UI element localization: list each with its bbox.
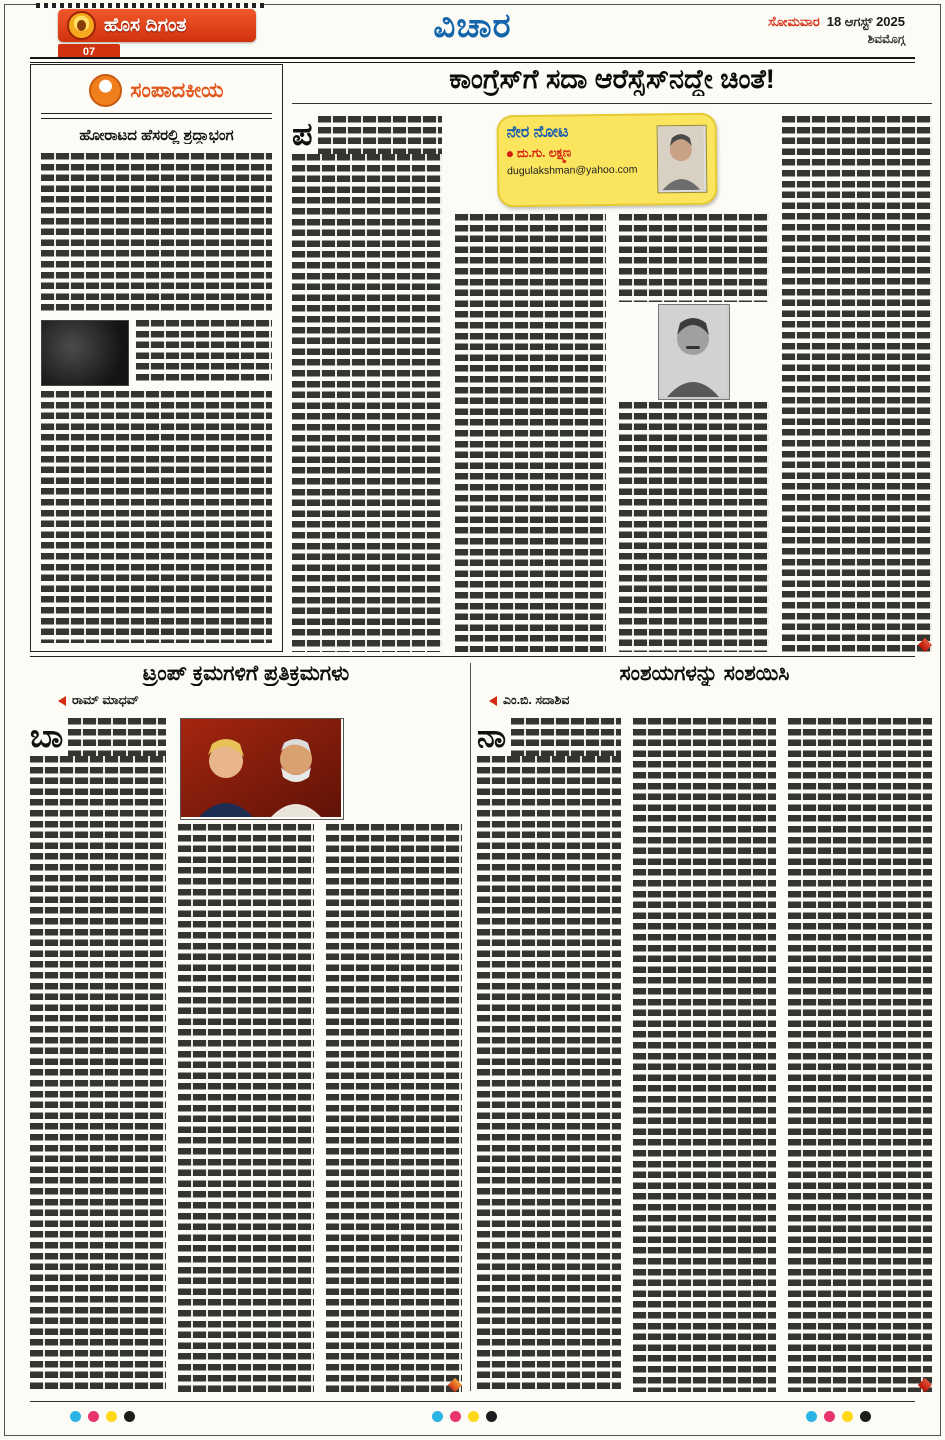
body-text [619,214,769,302]
bullet-icon [507,151,513,157]
registration-dots-left [70,1411,135,1422]
yellow-dot-icon [106,1411,117,1422]
body-text [30,756,166,1392]
magenta-dot-icon [88,1411,99,1422]
article-trump-headline: ಟ್ರಂಪ್ ಕ್ರಮಗಳಿಗೆ ಪ್ರತಿಕ್ರಮಗಳು [142,662,350,685]
column-name: ನೇರ ನೋಟ [506,123,569,142]
editorial-emblem-icon [89,74,122,107]
masthead-title: ಹೊಸ ದಿಗಂತ [104,14,187,36]
body-text [619,402,769,652]
trump-col-1 [30,718,166,1392]
article-doubt-columns [477,718,932,1392]
editorial-header [41,73,272,113]
body-text [292,154,442,652]
article-doubt [477,662,932,1394]
editorial-photo [41,320,129,386]
body-text [782,116,932,652]
trump-modi-image [181,719,341,817]
article-trump [30,662,462,1394]
registration-dots-center [432,1411,497,1422]
portrait-wrap [619,302,769,402]
body-text [178,824,314,1392]
magenta-dot-icon [450,1411,461,1422]
body-text [68,718,166,756]
column-divider-rule [470,663,471,1391]
author-email: dugulakshman@yahoo.com [507,163,638,178]
article-doubt-byline [477,693,932,708]
byline-marker-icon [489,696,497,706]
editorial-box [30,64,283,652]
article-doubt-headline: ಸಂಶಯಗಳನ್ನು ಸಂಶಯಿಸಿ [619,662,790,685]
body-text [511,718,621,756]
body-text [136,320,272,384]
dateline-edition: ಶಿವಮೊಗ್ಗ [867,32,905,47]
magenta-dot-icon [824,1411,835,1422]
portrait-image [659,305,727,397]
page-number: 07 [58,44,120,59]
main-article [292,64,932,652]
drop-cap: ಬಾ [30,718,64,754]
author-name: ದು.ಗು. ಲಕ್ಷ್ಮಣ [516,145,572,161]
black-dot-icon [486,1411,497,1422]
body-text [633,718,777,1392]
main-col-1 [292,116,442,652]
body-text [318,116,443,154]
black-dot-icon [860,1411,871,1422]
body-text [41,153,272,313]
cyan-dot-icon [806,1411,817,1422]
trump-col-3 [326,718,462,1392]
author-photo [657,125,708,194]
body-text [477,756,621,1392]
dateline-date: 18 ಆಗಸ್ಟ್ 2025 [826,14,905,29]
section-title: ವಿಚಾರ [433,7,512,45]
black-dot-icon [124,1411,135,1422]
section-divider-rule [30,656,915,657]
yellow-dot-icon [468,1411,479,1422]
main-headline-rule [292,103,932,104]
yellow-dot-icon [842,1411,853,1422]
body-text [455,214,605,652]
byline-marker-icon [58,696,66,706]
registration-dots-right [806,1411,871,1422]
drop-cap: ನಾ [477,718,507,754]
cyan-dot-icon [432,1411,443,1422]
author-name-row [507,144,650,161]
article-trump-byline [30,693,462,708]
cyan-dot-icon [70,1411,81,1422]
body-text [788,718,932,1392]
drop-cap: ಪ [292,116,313,152]
photo-gap [326,718,462,824]
article-trump-author: ರಾಮ್ ಮಾಧವ್ [72,693,139,707]
editorial-section-label: ಸಂಪಾದಕೀಯ [130,78,224,102]
body-text [41,391,272,643]
editorial-rule [41,113,272,119]
editorial-headline: ಹೋರಾಟದ ಹೆಸರಲ್ಲಿ ಶ್ರದ್ಧಾಭಂಗ [79,127,234,144]
body-text [326,824,462,1392]
trump-modi-photo [180,718,344,820]
editorial-body [41,153,272,643]
dateline-day: ಸೋಮವಾರ [768,14,820,29]
main-headline: ಕಾಂಗ್ರೆಸ್‌ಗೆ ಸದಾ ಆರೆಸ್ಸೆಸ್‌ನದ್ದೇ ಚಿಂತೆ! [449,64,775,94]
main-col-4 [782,116,932,652]
doubt-col-2 [633,718,777,1392]
footer-rule [30,1401,915,1402]
author-box-text [507,122,651,198]
portrait-photo [658,304,730,400]
doubt-col-3 [788,718,932,1392]
article-doubt-author: ಎಂ.ಬಿ. ಸದಾಶಿವ [503,693,570,707]
header-rule [30,57,915,63]
dateline [768,13,905,48]
author-box [496,113,717,208]
author-photo-image [658,126,705,191]
doubt-col-1 [477,718,621,1392]
